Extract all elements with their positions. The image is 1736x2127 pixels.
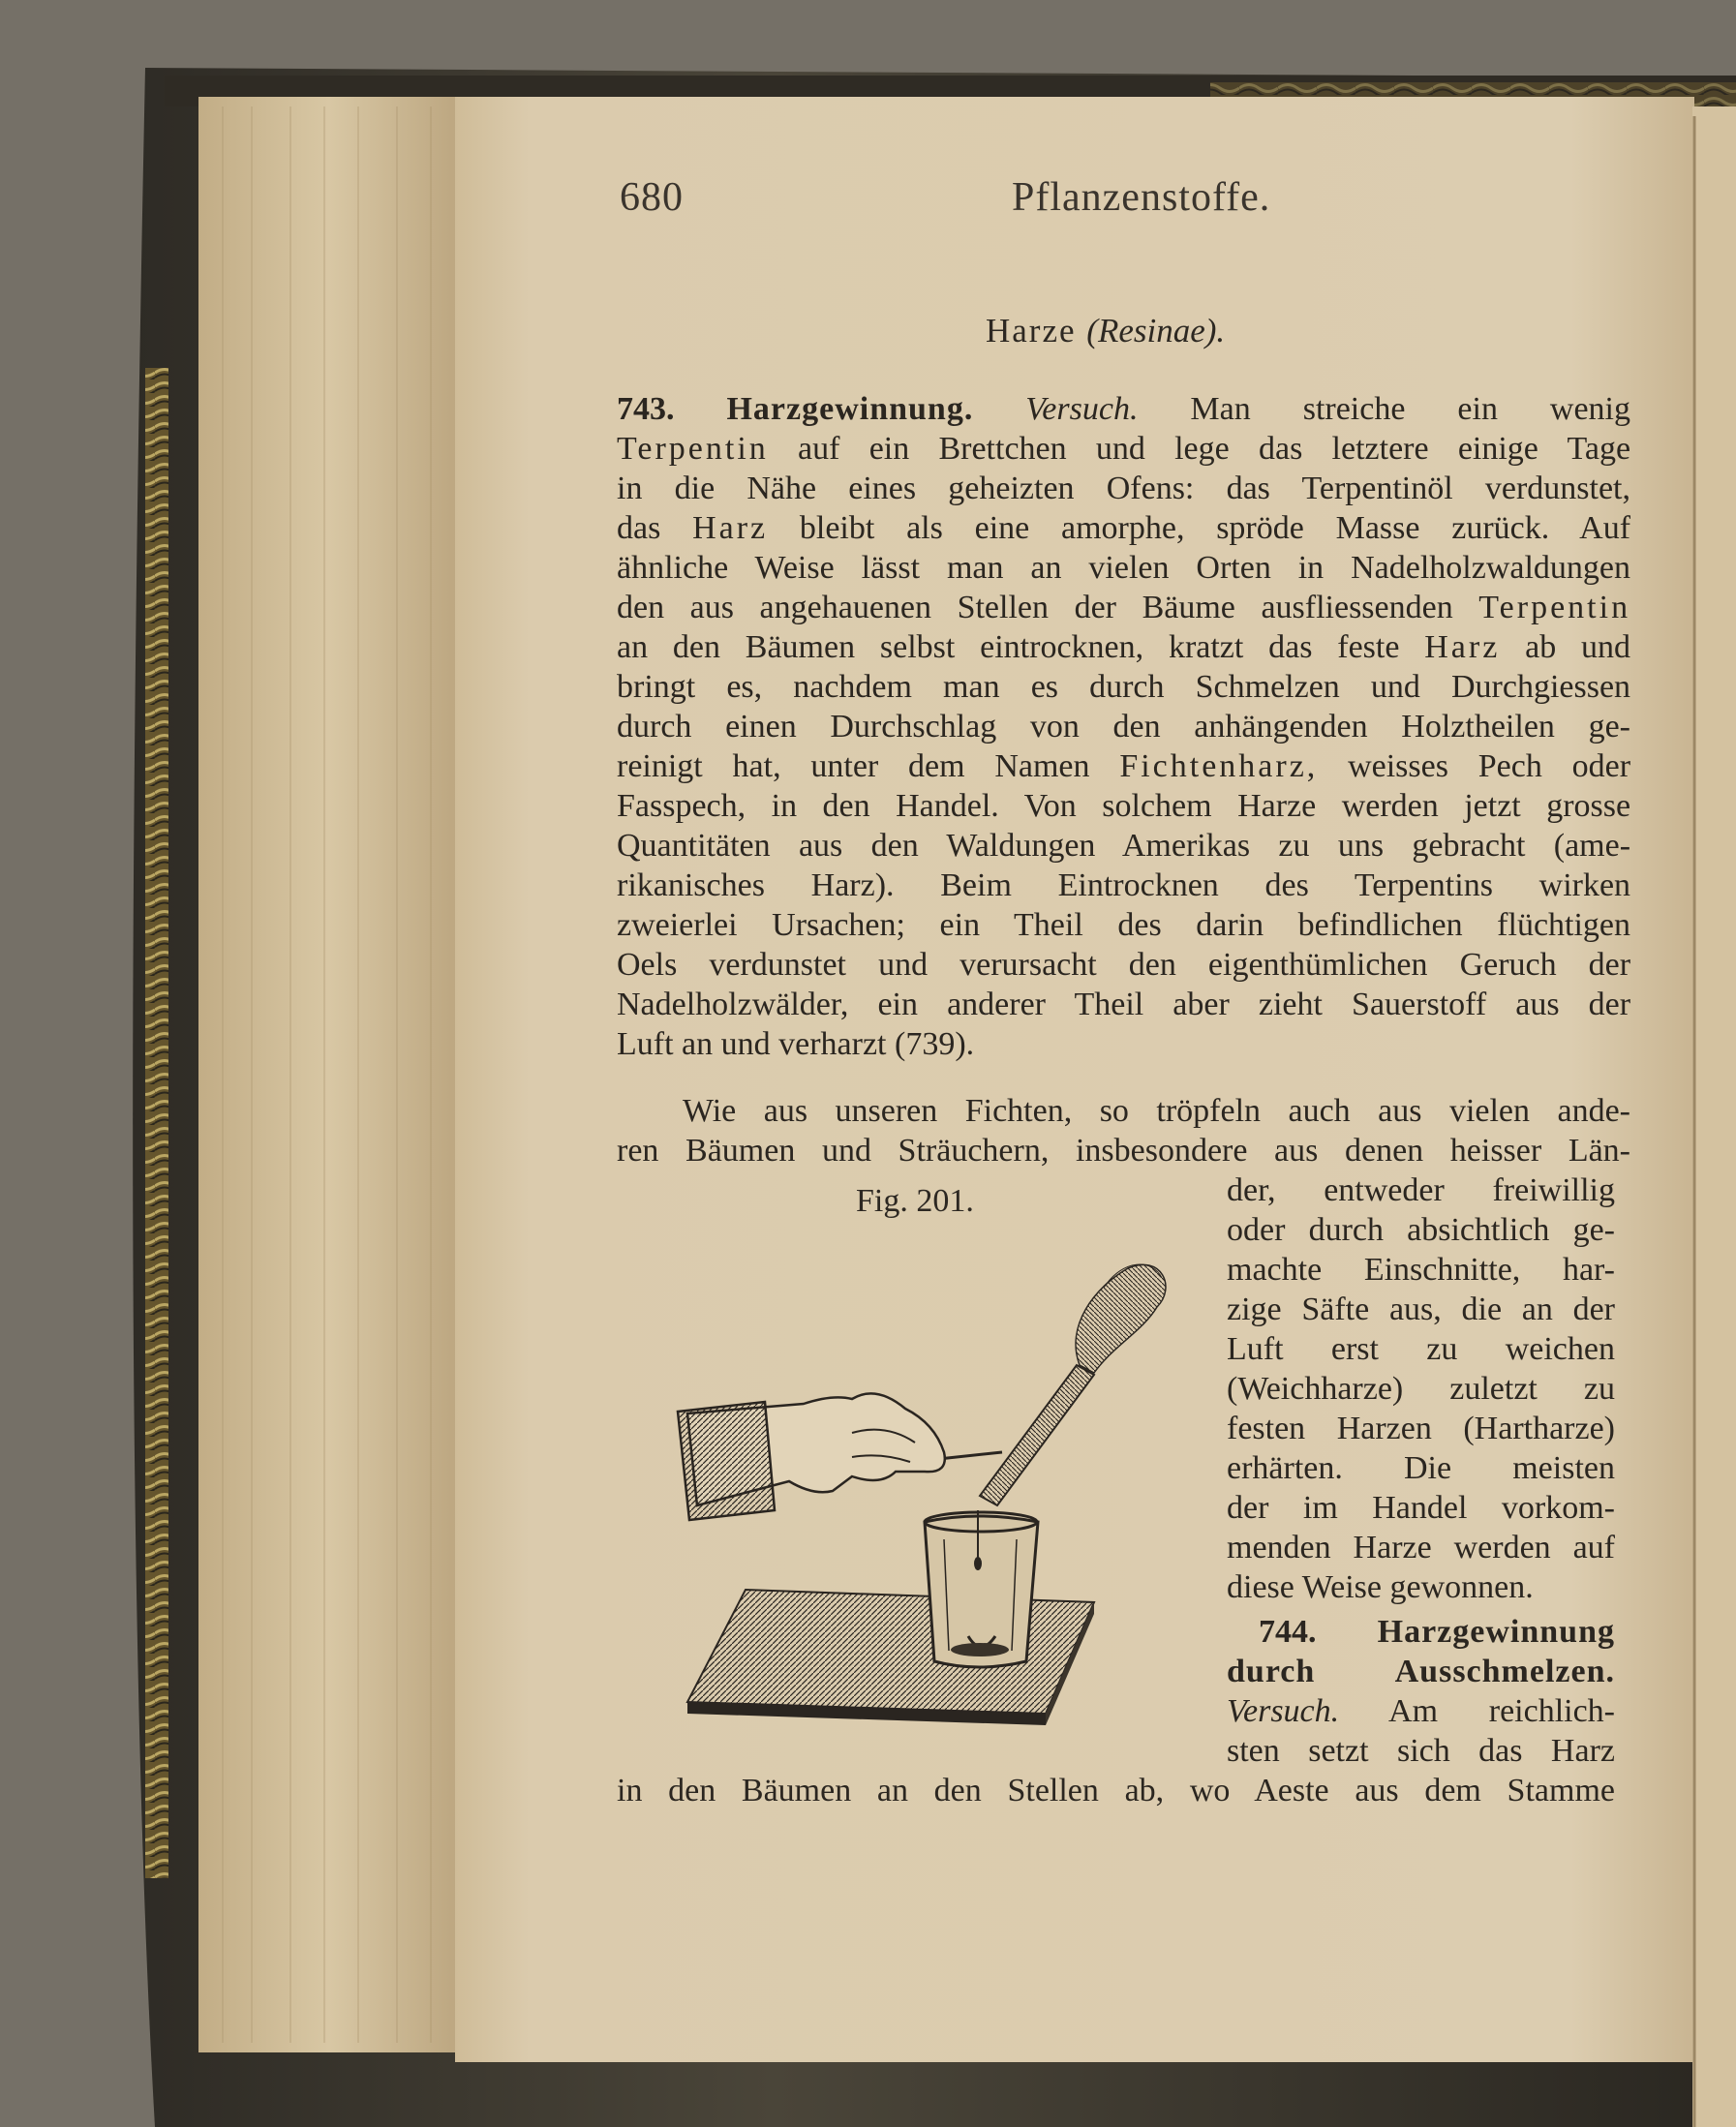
p743-line-7: an den Bäumen selbst eintrocknen, kratzt das feste Harz ab und	[617, 629, 1630, 665]
p2-column-line-5: Luft erst zu weichen	[1227, 1331, 1615, 1367]
page-edges	[198, 97, 460, 2052]
p2-column-line-1: der, entweder freiwillig	[1227, 1172, 1615, 1208]
section-title	[986, 312, 1225, 350]
page-number: 680	[620, 175, 684, 220]
p744-heading-line-2: durch Ausschmelzen.	[1227, 1654, 1615, 1689]
p2-column-line-11: diese Weise gewonnen.	[1227, 1569, 1534, 1605]
p744-number: 744.	[1259, 1614, 1317, 1650]
marbled-edge	[145, 368, 168, 1878]
p743-line-3: in die Nähe eines geheizten Ofens: das Terpentinöl verdunstet,	[617, 471, 1630, 506]
p2-column-line-6: (Weichharze) zuletzt zu	[1227, 1371, 1615, 1407]
p2-column-line-10: menden Harze werden auf	[1227, 1530, 1615, 1565]
p2-line-1: Wie aus unseren Fichten, so tröpfeln auch aus vielen ande-	[683, 1093, 1630, 1129]
p2-column-line-7: festen Harzen (Hartharze)	[1227, 1411, 1615, 1446]
p2-column-line-8: erhärten. Die meisten	[1227, 1450, 1615, 1486]
p743-line-14: zweierlei Ursachen; ein Theil des darin befindlichen flüchtigen	[617, 907, 1630, 943]
p743-line-9: durch einen Durchschlag von den anhängenden Holztheilen ge-	[617, 709, 1630, 744]
p743-line-15: Oels verdunstet und verursacht den eigenthümlichen Geruch der	[617, 947, 1630, 983]
p743-line-5: ähnliche Weise lässt man an vielen Orten in Nadelholzwaldungen	[617, 550, 1630, 586]
running-head: Pflanzenstoffe.	[1012, 175, 1271, 220]
p744-line-3: in den Bäumen an den Stellen ab, wo Aeste aus dem Stamme	[617, 1773, 1615, 1808]
p744-heading-line-1	[1259, 1612, 1615, 1652]
p743-line-13: rikanisches Harz). Beim Eintrocknen des Terpentins wirken	[617, 867, 1630, 903]
p744-line-2: sten setzt sich das Harz	[1227, 1733, 1615, 1769]
p2-line-2: ren Bäumen und Sträuchern, insbesondere aus denen heisser Län-	[617, 1133, 1630, 1169]
p743-line-8: bringt es, nachdem man es durch Schmelzen und Durchgiessen	[617, 669, 1630, 705]
p743-line-2: Terpentin auf ein Brettchen und lege das letztere einige Tage	[617, 431, 1630, 467]
p743-number: 743.	[617, 391, 675, 427]
p743-line-10: reinigt hat, unter dem Namen Fichtenharz, weisses Pech oder	[617, 748, 1630, 784]
p2-column-line-4: zige Säfte aus, die an der	[1227, 1291, 1615, 1327]
p2-column-line-9: der im Handel vorkom-	[1227, 1490, 1615, 1526]
p743-line-4: das Harz bleibt als eine amorphe, spröde Masse zurück. Auf	[617, 510, 1630, 546]
p743-heading: Harzgewinnung.	[726, 391, 974, 427]
section-title-latin: (Resinae).	[1086, 312, 1226, 349]
sleeve	[678, 1402, 775, 1520]
wooden-board	[687, 1590, 1094, 1714]
p744-heading: Harzgewinnung	[1377, 1614, 1615, 1650]
p743-line-12: Quantitäten aus den Waldungen Amerikas zu uns gebracht (ame-	[617, 828, 1630, 864]
p743-line-6: den aus angehauenen Stellen der Bäume ausfliessenden Terpentin	[617, 590, 1630, 625]
p744-label: Versuch.	[1227, 1693, 1340, 1729]
p2-column-line-2: oder durch absichtlich ge-	[1227, 1212, 1615, 1248]
p743-line-17: Luft an und verharzt (739).	[617, 1026, 975, 1062]
p743-line-1: 743. Harzgewinnung. Versuch. Man streiche ein wenig	[617, 391, 1630, 427]
section-title-german: Harze	[986, 312, 1077, 349]
p744-line-1: Versuch. Am reichlich-	[1227, 1693, 1615, 1729]
facing-page-edge	[1692, 106, 1736, 2127]
p743-line-16: Nadelholzwälder, ein anderer Theil aber zieht Sauerstoff aus der	[617, 987, 1630, 1022]
p743-line-11: Fasspech, in den Handel. Von solchem Harze werden jetzt grosse	[617, 788, 1630, 824]
p2-column-line-3: machte Einschnitte, har-	[1227, 1252, 1615, 1288]
p743-label: Versuch.	[1025, 391, 1139, 427]
figure-caption: Fig. 201.	[856, 1183, 974, 1219]
